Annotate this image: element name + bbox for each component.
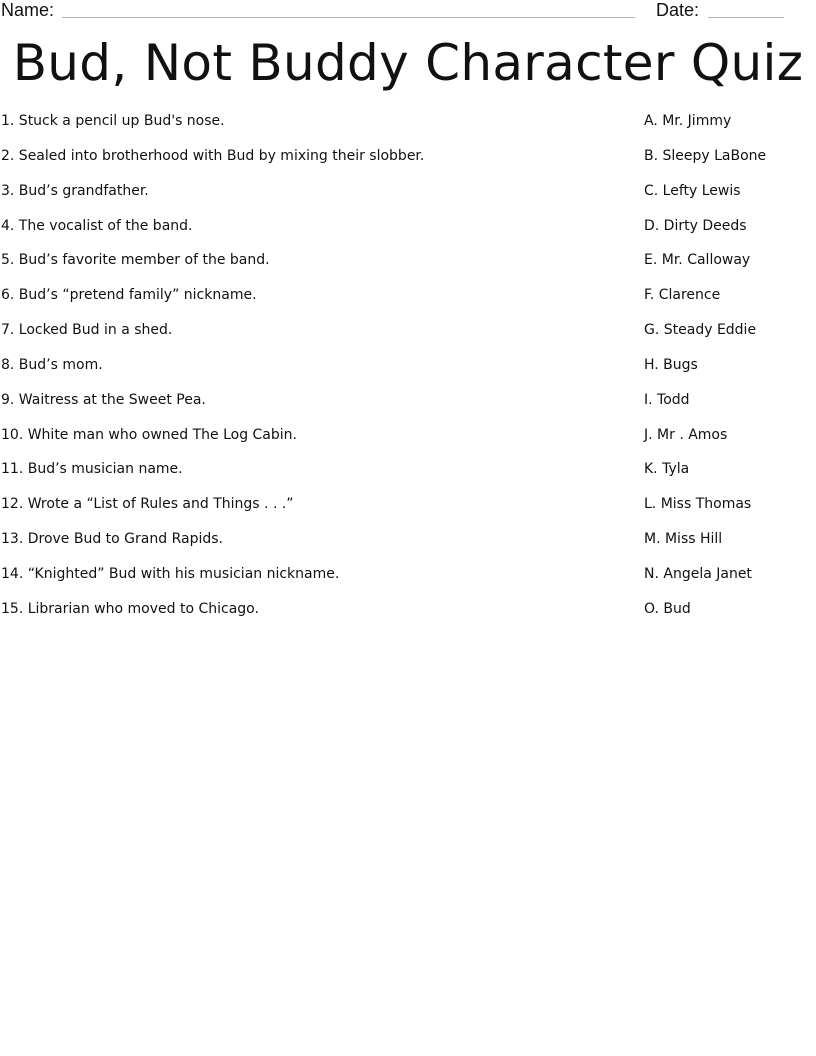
header-row <box>0 0 816 22</box>
question-item: 2. Sealed into brotherhood with Bud by mixing their slobber. <box>1 147 425 164</box>
answer-item: D. Dirty Deeds <box>644 217 747 234</box>
question-item: 1. Stuck a pencil up Bud's nose. <box>1 113 225 129</box>
question-item: 7. Locked Bud in a shed. <box>1 322 173 339</box>
answer-item: K. Tyla <box>644 461 690 478</box>
question-item: 5. Bud’s favorite member of the band. <box>1 252 270 269</box>
date-field-line[interactable] <box>708 17 784 18</box>
answer-list <box>644 111 814 634</box>
answer-item: M. Miss Hill <box>644 531 723 548</box>
question-item: 12. Wrote a “List of Rules and Things . . .” <box>1 496 294 513</box>
answer-item: A. Mr. Jimmy <box>644 113 732 129</box>
answer-item: I. Todd <box>644 391 690 408</box>
question-list <box>1 111 621 634</box>
question-item: 14. “Knighted” Bud with his musician nickname. <box>1 565 340 582</box>
answer-item: J. Mr . Amos <box>644 426 728 443</box>
question-item: 10. White man who owned The Log Cabin. <box>1 426 297 443</box>
name-label: Name: <box>1 0 55 20</box>
answer-item: N. Angela Janet <box>644 565 752 582</box>
question-item: 4. The vocalist of the band. <box>1 217 193 234</box>
answer-item: G. Steady Eddie <box>644 322 757 339</box>
question-item: 9. Waitress at the Sweet Pea. <box>1 391 206 408</box>
question-item: 8. Bud’s mom. <box>1 356 103 373</box>
question-item: 3. Bud’s grandfather. <box>1 182 149 199</box>
answer-item: C. Lefty Lewis <box>644 182 741 199</box>
date-label: Date: <box>656 0 700 20</box>
answer-item: O. Bud <box>644 600 691 617</box>
answer-item: E. Mr. Calloway <box>644 252 751 269</box>
question-item: 11. Bud’s musician name. <box>1 461 183 478</box>
question-item: 13. Drove Bud to Grand Rapids. <box>1 531 223 548</box>
page-title: Bud, Not Buddy Character Quiz <box>12 34 804 92</box>
name-field-line[interactable] <box>62 17 635 18</box>
answer-item: F. Clarence <box>644 287 721 304</box>
answer-item: B. Sleepy LaBone <box>644 147 767 164</box>
answer-item: H. Bugs <box>644 356 698 373</box>
question-item: 6. Bud’s “pretend family” nickname. <box>1 287 257 304</box>
answer-item: L. Miss Thomas <box>644 496 752 513</box>
question-item: 15. Librarian who moved to Chicago. <box>1 600 259 617</box>
